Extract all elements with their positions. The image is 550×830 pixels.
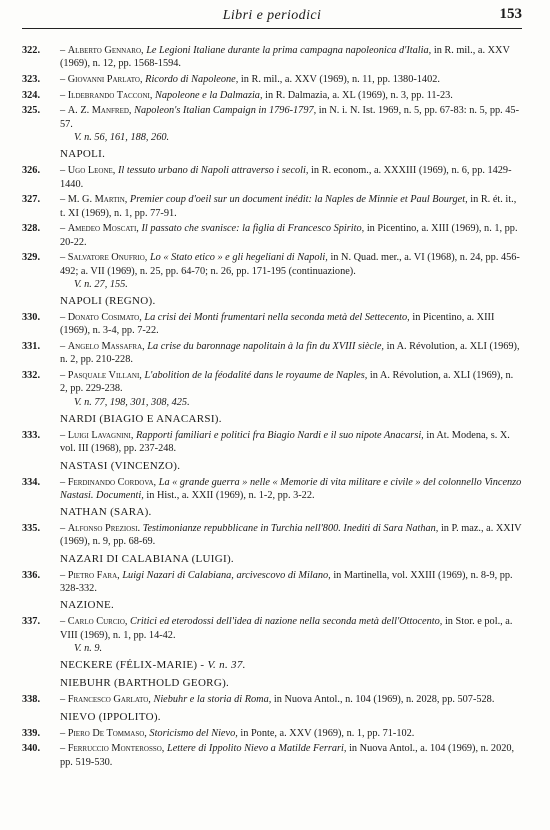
section-heading xyxy=(22,710,522,725)
entry-title: Le Legioni Italiane durante la prima campagna napoleonica d'Italia, xyxy=(146,45,432,56)
entry-author: Carlo Curcio, xyxy=(67,616,128,628)
entry-number: 334. xyxy=(22,476,41,488)
bibliography-entry xyxy=(22,104,522,144)
page-number: 153 xyxy=(499,6,522,22)
bibliography-entry xyxy=(22,429,522,456)
entry-dash: – xyxy=(60,476,68,488)
entry-citation: in A. Révolution, a. XLI (1969), n. 2, pp. 229-238. xyxy=(60,370,514,395)
entry-number: 329. xyxy=(22,252,41,264)
entry-author: Francesco Garlato, xyxy=(67,694,151,706)
bibliography-entry xyxy=(22,742,522,769)
entry-citation: in Nuova Antol., n. 104 (1969), n. 2028, pp. 507-528. xyxy=(273,694,495,706)
entry-title: Ricordo di Napoleone, xyxy=(145,73,239,85)
bibliography-entry xyxy=(22,251,522,291)
entry-number: 336. xyxy=(22,569,41,581)
entry-author: Ildebrando Tacconi, xyxy=(67,89,153,101)
entry-dash: – xyxy=(60,194,68,206)
entry-number: 335. xyxy=(22,523,41,535)
entry-citation: in N. i. N. Ist. 1969, n. 5, pp. 67-83: n. 5, pp. 45-57. xyxy=(60,105,519,130)
entry-author: Pasquale Villani, xyxy=(67,370,142,382)
entry-dash: – xyxy=(60,105,68,117)
entry-number: 332. xyxy=(22,370,41,382)
entry-dash: – xyxy=(60,429,68,441)
entry-number: 327. xyxy=(22,194,41,206)
entry-author: A. Z. Manfred, xyxy=(67,105,132,117)
bibliography-entry xyxy=(22,522,522,549)
bibliography-entry xyxy=(22,164,522,191)
entry-number: 323. xyxy=(22,73,41,85)
bibliography-list xyxy=(22,44,522,771)
entry-dash: – xyxy=(60,165,68,177)
entry-citation: in A. Révolution, a. XLI (1969), n. 2, pp. 210-228. xyxy=(60,341,520,366)
entry-title: Storicismo del Nievo, xyxy=(149,727,238,739)
entry-citation: in R. ét. it., t. XI (1969), n. 1, pp. 77-91. xyxy=(60,194,517,219)
entry-citation: in Stor. e pol., a. VIII (1969), n. 1, pp. 14-42. xyxy=(60,616,513,641)
entry-number: 324. xyxy=(22,89,41,101)
entry-dash: – xyxy=(60,743,68,755)
cross-reference: V. n. 37. xyxy=(207,659,246,672)
entry-citation: in Picentino, a. XIII (1969), n. 3-4, pp. 7-22. xyxy=(60,312,495,337)
bibliography-entry xyxy=(22,311,522,338)
section-heading-text: NATHAN (SARA). xyxy=(60,506,152,519)
entry-number: 338. xyxy=(22,694,41,706)
entry-author: Angelo Massafra, xyxy=(67,341,145,353)
bibliography-entry xyxy=(22,369,522,409)
entry-number: 337. xyxy=(22,616,41,628)
entry-author: Pietro Fara, xyxy=(67,569,120,581)
entry-title: La « grande guerra » nelle « Memorie di vita militare e civile » del colonnello Vincenzo Nastasi. Documenti, xyxy=(60,476,522,501)
entry-dash: – xyxy=(60,73,68,85)
section-heading-text: NASTASI (VINCENZO). xyxy=(60,459,181,472)
entry-dash: – xyxy=(60,312,68,324)
bibliography-entry xyxy=(22,89,522,102)
entry-dash: – xyxy=(60,89,68,101)
entry-author: Ferruccio Monterosso, xyxy=(67,743,165,755)
entry-dash: – xyxy=(60,45,68,56)
entry-citation: in Nuova Antol., a. 104 (1969), n. 2020, pp. 519-530. xyxy=(60,743,515,768)
entry-number: 331. xyxy=(22,341,41,353)
section-heading-text: NAPOLI (REGNO). xyxy=(60,295,156,308)
entry-title: Lettere di Ippolito Nievo a Matilde Ferrari, xyxy=(166,743,347,755)
section-heading xyxy=(22,676,522,691)
section-heading-text: NECKERE (FÉLIX-MARIE) - xyxy=(60,659,205,672)
bibliography-entry xyxy=(22,193,522,220)
entry-title: Rapporti familiari e politici fra Biagio Nardi e il suo nipote Anacarsi, xyxy=(136,429,424,441)
section-heading-text: NAPOLI. xyxy=(60,148,106,161)
entry-number: 322. xyxy=(22,45,41,56)
entry-citation: in R. mil., a. XXV (1969), n. 11, pp. 1380-1402. xyxy=(240,73,440,85)
entry-citation: in P. maz., a. XXIV (1969), n. 9, pp. 68-69. xyxy=(60,523,522,548)
section-heading xyxy=(22,147,522,162)
bibliography-entry xyxy=(22,73,522,86)
bibliography-entry xyxy=(22,569,522,596)
bibliography-entry xyxy=(22,340,522,367)
entry-title: Critici ed eterodossi dell'idea di nazione nella seconda metà dell'Ottocento, xyxy=(130,616,443,628)
bibliography-entry xyxy=(22,222,522,249)
section-heading xyxy=(22,598,522,613)
bibliography-entry xyxy=(22,693,522,706)
entry-dash: – xyxy=(60,569,68,581)
entry-dash: – xyxy=(60,727,68,739)
running-header xyxy=(22,6,522,29)
entry-dash: – xyxy=(60,370,68,382)
entry-number: 340. xyxy=(22,743,41,755)
section-heading-text: NARDI (BIAGIO E ANACARSI). xyxy=(60,412,222,425)
entry-number: 333. xyxy=(22,429,41,441)
section-heading xyxy=(22,505,522,520)
bibliography-entry xyxy=(22,44,522,71)
entry-citation: in At. Modena, s. X. vol. III (1968), pp. 237-248. xyxy=(60,429,510,455)
entry-title: Lo « Stato etico » e gli hegeliani di Napoli, xyxy=(149,252,328,264)
entry-author: Luigi Lavagnini, xyxy=(67,429,134,441)
entry-title: La crise du baronnage napolitain à la fin du XVIII siècle, xyxy=(147,341,384,353)
entry-number: 328. xyxy=(22,223,41,235)
entry-author: Giovanni Parlato, xyxy=(67,73,143,85)
bibliography-entry xyxy=(22,727,522,740)
header-title: Libri e periodici xyxy=(222,8,322,23)
entry-title: Napoleone e la Dalmazia, xyxy=(155,89,263,101)
entry-dash: – xyxy=(60,616,68,628)
entry-title: Il tessuto urbano di Napoli attraverso i secoli, xyxy=(117,165,309,177)
entry-author: Alberto Gennaro, xyxy=(67,45,144,56)
entry-citation: in Ponte, a. XXV (1969), n. 1, pp. 71-102. xyxy=(240,727,415,739)
entry-author: Alfonso Preziosi. xyxy=(67,523,141,535)
entry-citation: in Picentino, a. XIII (1969), n. 1, pp. 20-22. xyxy=(60,223,518,248)
entry-title: Luigi Nazari di Calabiana, arcivescovo di Milano, xyxy=(122,569,331,581)
entry-citation: in Hist., a. XXII (1969), n. 1-2, pp. 3-22. xyxy=(146,489,315,501)
entry-dash: – xyxy=(60,223,68,235)
cross-reference: V. n. 56, 161, 188, 260. xyxy=(74,131,170,143)
entry-dash: – xyxy=(60,523,68,535)
entry-dash: – xyxy=(60,252,68,264)
entry-citation: in N. Quad. mer., a. VI (1968), n. 24, pp. 456-492; a. VII (1969), n. 25, pp. 64-70; n. 26, pp. 171-195 (continuazione). xyxy=(60,252,520,277)
entry-title: Napoleon's Italian Campaign in 1796-1797, xyxy=(134,105,317,117)
bibliography-entry xyxy=(22,615,522,655)
cross-reference-line xyxy=(60,642,522,655)
entry-author: Salvatore Onufrio, xyxy=(67,252,148,264)
section-heading-text: NAZARI DI CALABIANA (LUIGI). xyxy=(60,552,234,565)
cross-reference: V. n. 9. xyxy=(74,642,103,654)
entry-number: 330. xyxy=(22,312,41,324)
entry-citation: in R. econom., a. XXXIII (1969), n. 6, pp. 1429-1440. xyxy=(60,165,512,190)
cross-reference-line xyxy=(60,131,522,144)
entry-title: L'abolition de la féodalité dans le royaume de Naples, xyxy=(144,370,368,382)
cross-reference-line xyxy=(60,396,522,409)
entry-citation: in Martinella, vol. XXIII (1969), n. 8-9, pp. 328-332. xyxy=(60,569,513,595)
entry-title: Premier coup d'oeil sur un document inédit: la Naples de Minnie et Paul Bourget, xyxy=(129,194,468,206)
entry-author: Ugo Leone, xyxy=(67,165,116,177)
section-heading-text: NAZIONE. xyxy=(60,599,115,612)
entry-citation: in R. Dalmazia, a. XL (1969), n. 3, pp. 11-23. xyxy=(265,89,453,101)
section-heading xyxy=(22,412,522,427)
entry-author: Donato Cosimato, xyxy=(67,312,142,324)
entry-number: 339. xyxy=(22,727,41,739)
cross-reference: V. n. 27, 155. xyxy=(74,278,128,290)
section-heading-text: NIEBUHR (BARTHOLD GEORG). xyxy=(60,677,230,690)
section-heading-text: NIEVO (IPPOLITO). xyxy=(60,710,161,723)
entry-dash: – xyxy=(60,694,68,706)
entry-author: M. G. Martin, xyxy=(67,194,128,206)
section-heading xyxy=(22,294,522,309)
entry-title: Il passato che svanisce: la figlia di Francesco Spirito, xyxy=(141,223,365,235)
entry-title: Niebuhr e la storia di Roma, xyxy=(153,694,272,706)
cross-reference-line xyxy=(60,278,522,291)
entry-author: Amedeo Moscati, xyxy=(67,223,139,235)
entry-number: 325. xyxy=(22,105,41,117)
bibliography-entry xyxy=(22,476,522,503)
entry-citation: in R. mil., a. XXV (1969), n. 12, pp. 1568-1594. xyxy=(60,45,510,70)
section-heading xyxy=(22,459,522,474)
entry-title: La crisi dei Monti frumentari nella seconda metà del Settecento, xyxy=(144,312,410,324)
entry-author: Ferdinando Cordova, xyxy=(67,476,157,488)
section-heading xyxy=(22,552,522,567)
entry-title: Testimonianze repubblicane in Turchia nell'800. Inediti di Sara Nathan, xyxy=(142,523,439,535)
cross-reference: V. n. 77, 198, 301, 308, 425. xyxy=(74,396,190,408)
entry-number: 326. xyxy=(22,165,41,177)
entry-author: Piero De Tommaso, xyxy=(67,727,147,739)
entry-dash: – xyxy=(60,341,68,353)
section-heading xyxy=(22,658,522,673)
